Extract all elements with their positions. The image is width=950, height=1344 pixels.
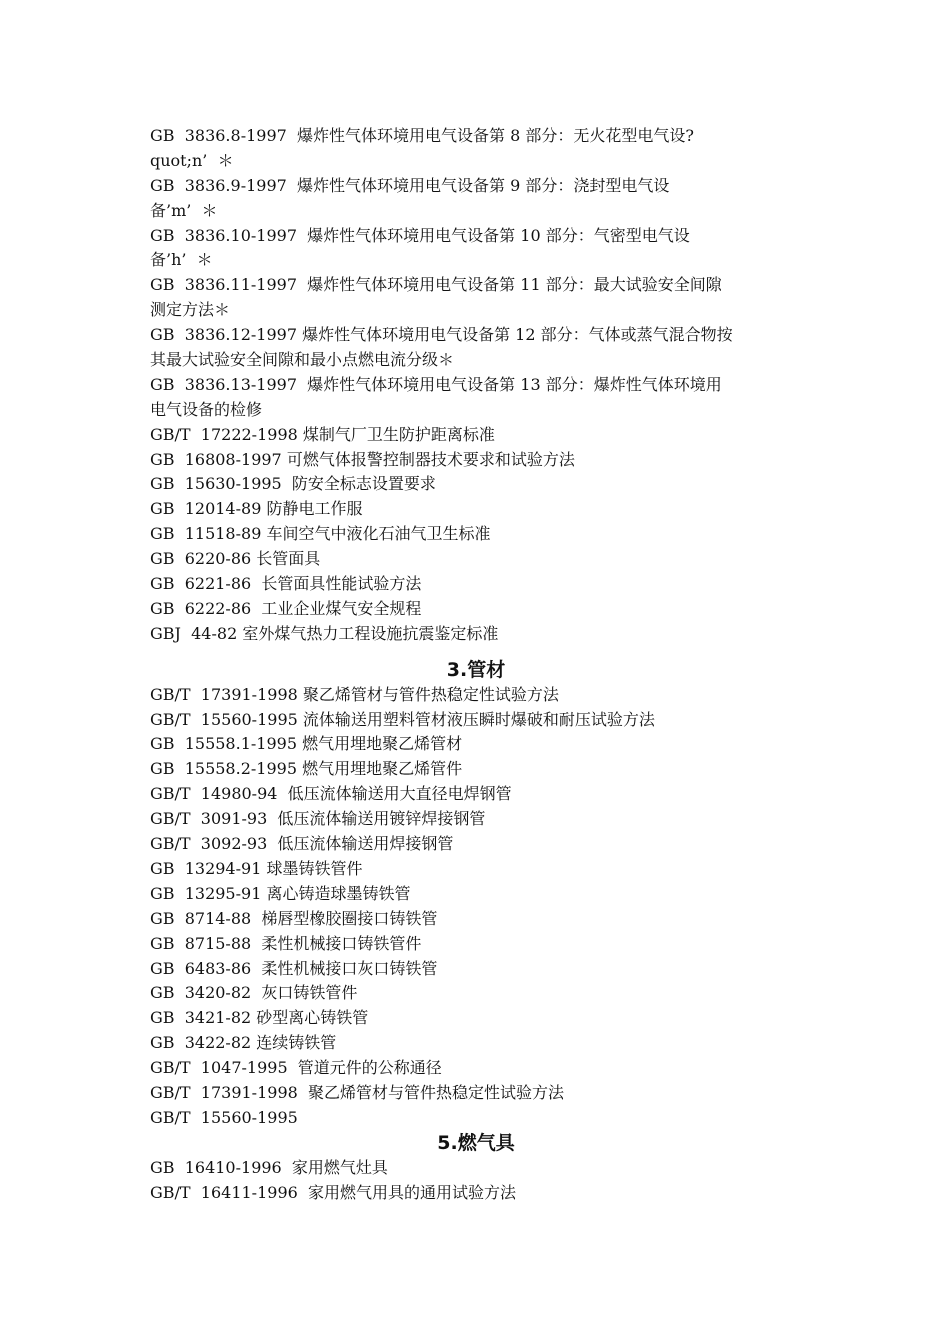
- list-line: GB 16410-1996 家用燃气灶具: [150, 1157, 388, 1177]
- list-line: GB 12014-89 防静电工作服: [150, 499, 363, 519]
- list-line: GB/T 17222-1998 煤制气厂卫生防护距离标准: [150, 424, 495, 444]
- list-line: GB 3836.13-1997 爆炸性气体环境用电气设备第 13 部分：爆炸性气体环境用: [150, 374, 722, 394]
- list-line: GB/T 14980-94 低压流体输送用大直径电焊钢管: [150, 784, 512, 804]
- list-line: GB/T 15560-1995 流体输送用塑料管材液压瞬时爆破和耐压试验方法: [150, 709, 655, 729]
- gas-safety-list: [150, 124, 802, 647]
- list-line: 备’m’ ＊: [150, 200, 218, 220]
- list-line: GB 3422-82 连续铸铁管: [150, 1033, 337, 1053]
- list-line: GB 15558.1-1995 燃气用埋地聚乙烯管材: [150, 734, 463, 754]
- list-line: GB 8715-88 柔性机械接口铸铁管件: [150, 933, 422, 953]
- list-line: GB 3420-82 灰口铸铁管件: [150, 983, 358, 1003]
- list-line: GB/T 15560-1995: [150, 1107, 298, 1127]
- list-line: GB 3836.11-1997 爆炸性气体环境用电气设备第 11 部分：最大试验安全间隙: [150, 275, 722, 295]
- list-line: GB 15630-1995 防安全标志设置要求: [150, 474, 436, 494]
- list-line: GB 16808-1997 可燃气体报警控制器技术要求和试验方法: [150, 449, 575, 469]
- list-line: GB 11518-89 车间空气中液化石油气卫生标准: [150, 524, 491, 544]
- list-line: GB 3836.8-1997 爆炸性气体环境用电气设备第 8 部分：无火花型电气设?: [150, 126, 694, 145]
- list-line: 测定方法＊: [150, 300, 231, 320]
- list-line: GB 3421-82 砂型离心铸铁管: [150, 1008, 369, 1028]
- section-heading-appliances: 5.燃气具: [437, 1131, 515, 1154]
- list-line: GB/T 16411-1996 家用燃气用具的通用试验方法: [150, 1182, 516, 1202]
- list-line: 电气设备的检修: [150, 399, 263, 419]
- list-line: GB 15558.2-1995 燃气用埋地聚乙烯管件: [150, 759, 463, 779]
- document-page: [150, 124, 802, 1206]
- list-line: GB 6220-86 长管面具: [150, 549, 321, 569]
- list-line: quot;n’ ＊: [150, 150, 234, 170]
- section-heading-pipes: 3.管材: [446, 658, 506, 681]
- list-line: GB 3836.12-1997 爆炸性气体环境用电气设备第 12 部分：气体或蒸气混合物按: [150, 325, 733, 345]
- list-line: GB 13294-91 球墨铸铁管件: [150, 858, 363, 878]
- list-line: GB 6483-86 柔性机械接口灰口铸铁管: [150, 958, 438, 978]
- pipes-list: [150, 683, 802, 1131]
- list-line: GB 13295-91 离心铸造球墨铸铁管: [150, 883, 411, 903]
- list-line: GB 3836.10-1997 爆炸性气体环境用电气设备第 10 部分：气密型电气设: [150, 225, 690, 245]
- list-line: GBJ 44-82 室外煤气热力工程设施抗震鉴定标准: [150, 623, 499, 643]
- list-line: GB 8714-88 梯唇型橡胶圈接口铸铁管: [150, 908, 438, 928]
- list-line: GB/T 17391-1998 聚乙烯管材与管件热稳定性试验方法: [150, 1082, 564, 1102]
- appliances-list: [150, 1156, 802, 1206]
- list-line: GB/T 1047-1995 管道元件的公称通径: [150, 1058, 442, 1078]
- list-line: GB/T 3092-93 低压流体输送用焊接钢管: [150, 834, 454, 854]
- list-line: GB 3836.9-1997 爆炸性气体环境用电气设备第 9 部分：浇封型电气设: [150, 175, 670, 195]
- list-line: GB/T 17391-1998 聚乙烯管材与管件热稳定性试验方法: [150, 684, 559, 704]
- list-line: GB 6221-86 长管面具性能试验方法: [150, 574, 422, 594]
- list-line: GB 6222-86 工业企业煤气安全规程: [150, 598, 422, 618]
- list-line: GB/T 3091-93 低压流体输送用镀锌焊接钢管: [150, 809, 486, 829]
- list-line: 备’h’ ＊: [150, 250, 213, 270]
- list-line: 其最大试验安全间隙和最小点燃电流分级＊: [150, 350, 455, 370]
